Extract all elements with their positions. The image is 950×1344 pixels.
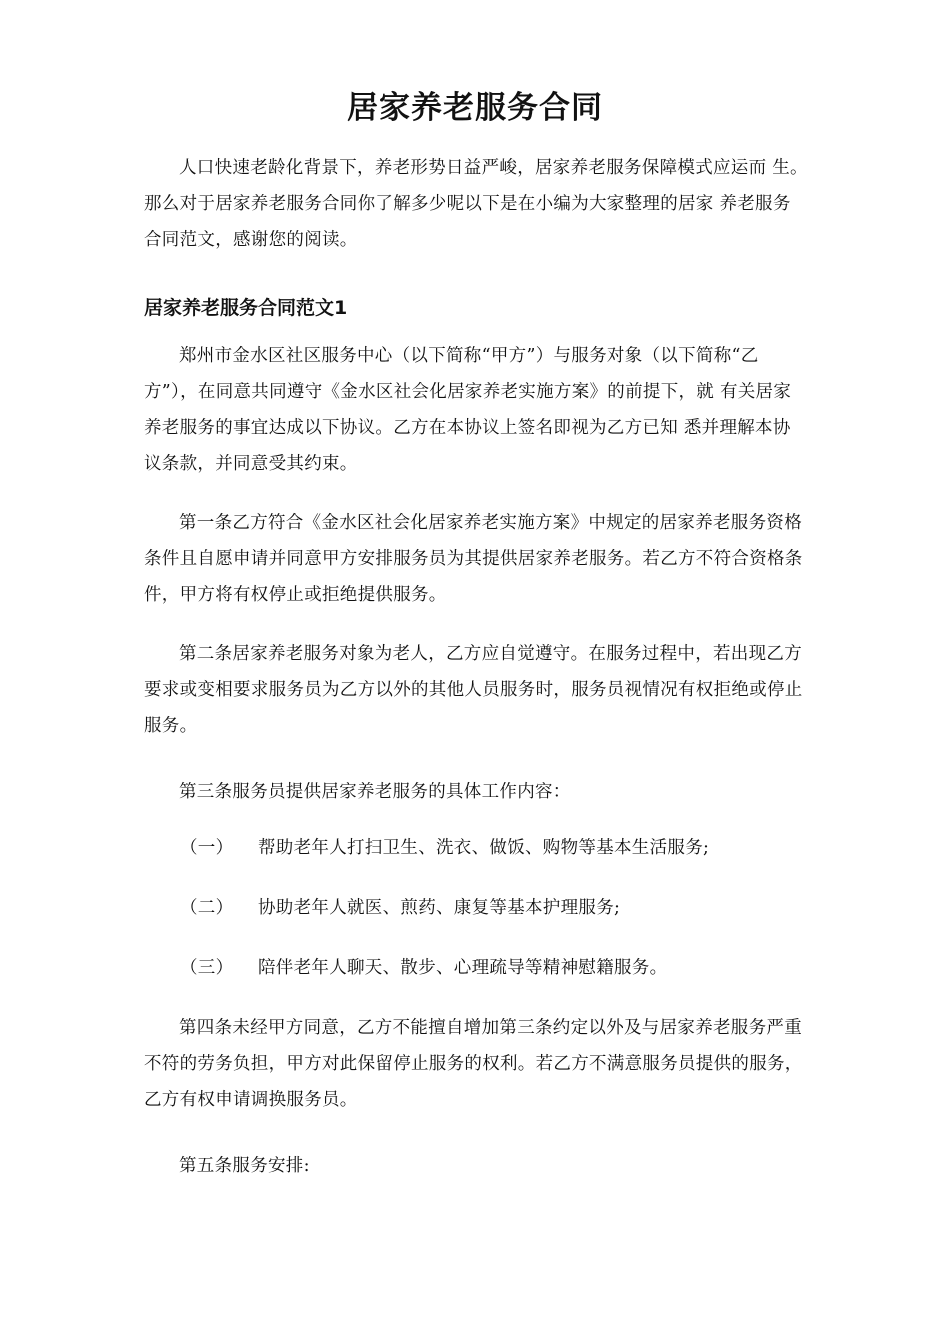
list-item xyxy=(180,952,808,984)
list-item-number: （三） xyxy=(180,958,234,978)
list-item xyxy=(180,832,808,864)
paragraph-article-1: 第一条乙方符合《金水区社会化居家养老实施方案》中规定的居家养老服务资格条件且自愿申请并同意甲方安排服务员为其提供居家养老服务。若乙方不符合资格条件，甲方将有权停止或拒绝提供服务。 xyxy=(144,513,803,605)
list-item-text: 协助老年人就医、煎药、康复等基本护理服务; xyxy=(258,898,621,918)
list-item-text: 帮助老年人打扫卫生、洗衣、做饭、购物等基本生活服务; xyxy=(258,838,710,858)
paragraph-article-5: 第五条服务安排: xyxy=(179,1156,310,1176)
list-item-number: （二） xyxy=(180,898,234,918)
paragraph-article-3: 第三条服务员提供居家养老服务的具体工作内容： xyxy=(179,782,571,802)
section-heading: 居家养老服务合同范文1 xyxy=(144,297,348,319)
list-item-text: 陪伴老年人聊天、散步、心理疏导等精神慰籍服务。 xyxy=(258,958,668,978)
paragraph-parties: 郑州市金水区社区服务中心（以下简称“甲方”）与服务对象（以下简称“乙方”），在同意共同遵守《金水区社会化居家养老实施方案》的前提下，就 有关居家养老服务的事宜达成以下协议。乙方在本协议上签名即视为乙方已知 悉并理解本协议条款，并同意受其约束。 xyxy=(144,346,792,474)
paragraph-article-4: 第四条未经甲方同意，乙方不能擅自增加第三条约定以外及与居家养老服务严重不符的劳务负担，甲方对此保留停止服务的权利。若乙方不满意服务员提供的服务，乙方有权申请调换服务员。 xyxy=(144,1018,803,1110)
paragraph-article-2: 第二条居家养老服务对象为老人，乙方应自觉遵守。在服务过程中，若出现乙方要求或变相要求服务员为乙方以外的其他人员服务时，服务员视情况有权拒绝或停止服务。 xyxy=(144,644,803,736)
intro-paragraph: 人口快速老龄化背景下，养老形势日益严峻，居家养老服务保障模式应运而 生。那么对于居家养老服务合同你了解多少呢以下是在小编为大家整理的居家 养老服务合同范文，感谢您的阅读。 xyxy=(144,158,808,250)
list-item xyxy=(180,892,808,924)
document-title: 居家养老服务合同 xyxy=(347,90,603,126)
list-item-number: （一） xyxy=(180,838,234,858)
